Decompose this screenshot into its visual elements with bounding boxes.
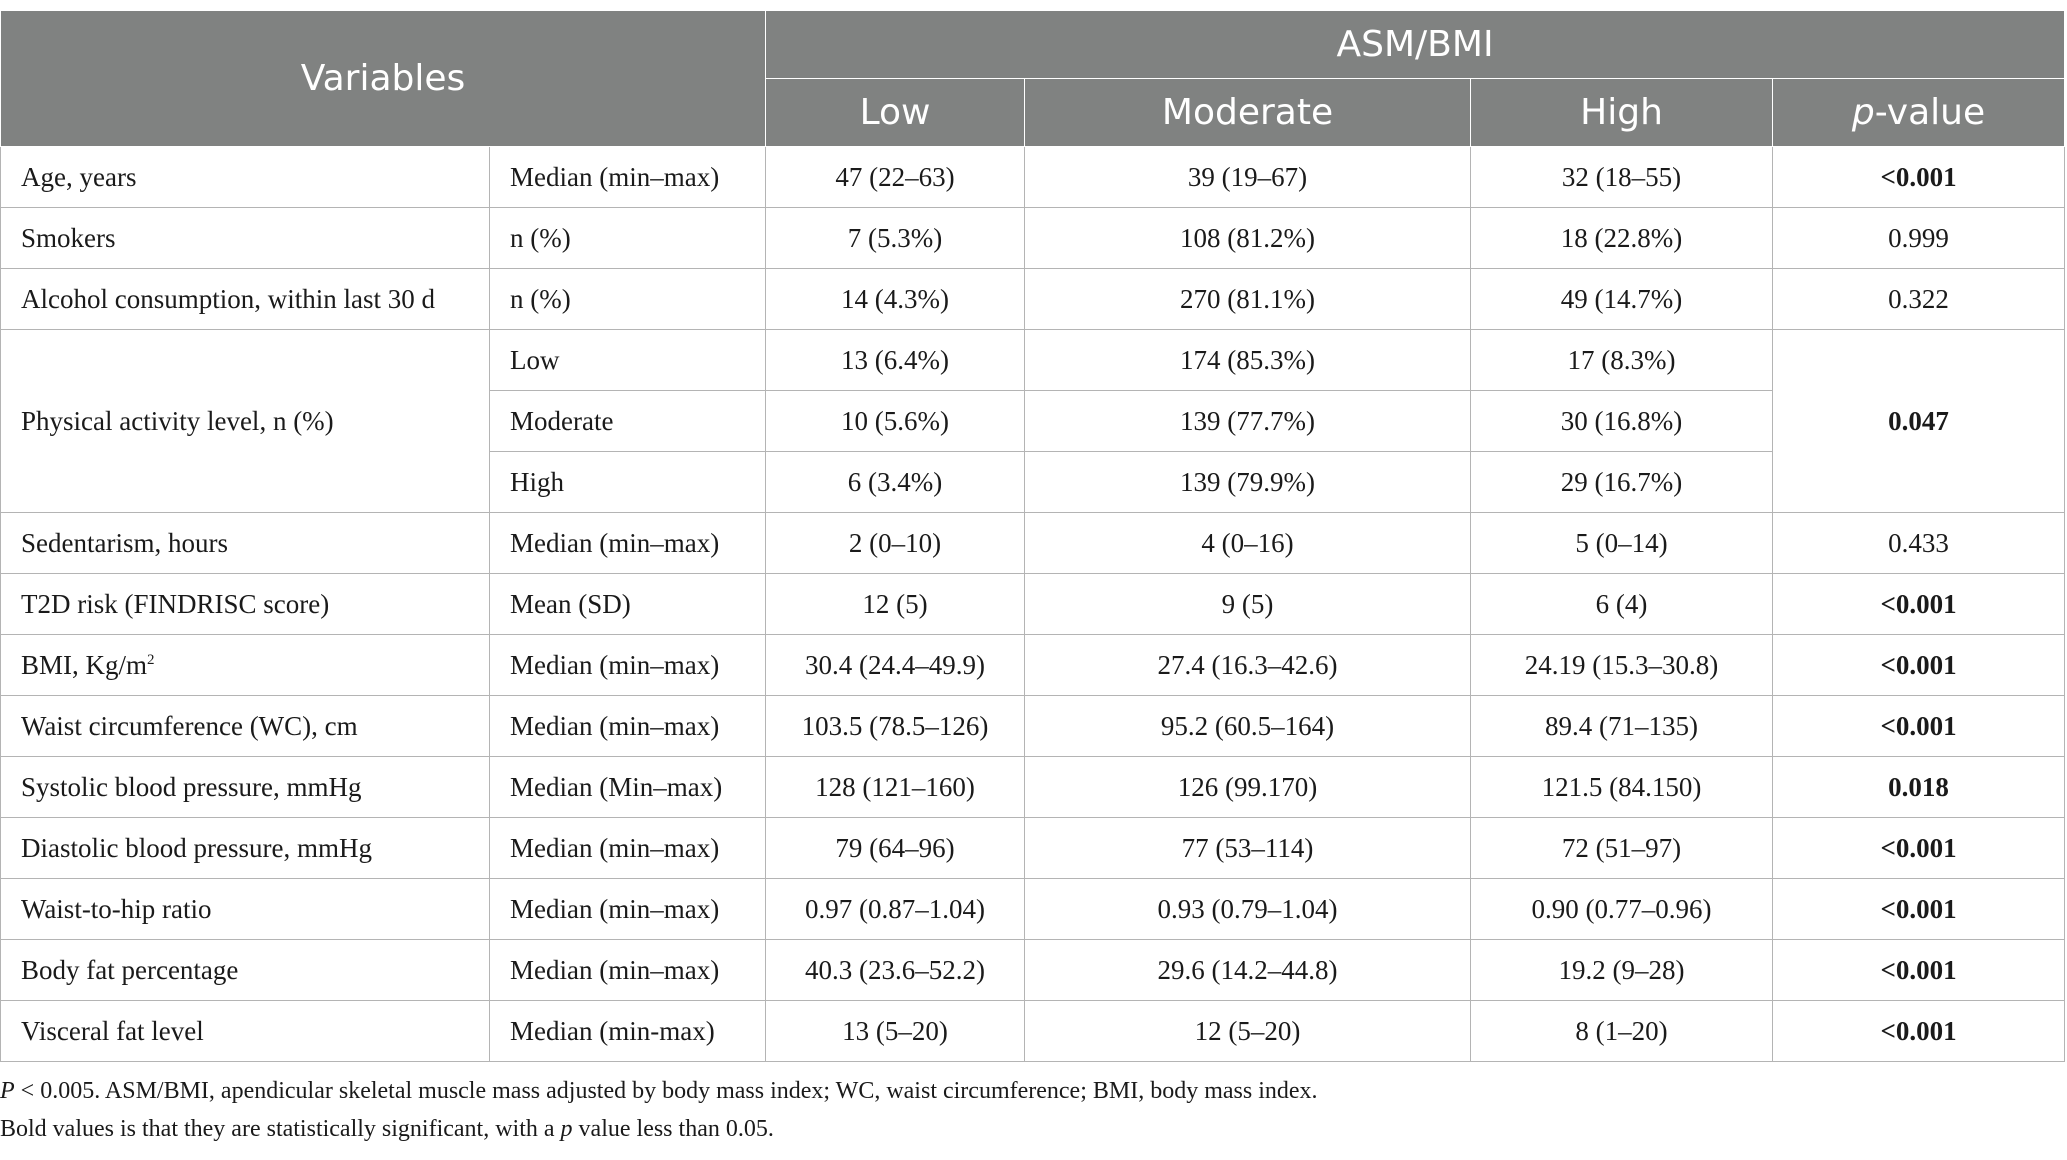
cell-low: 13 (5–20) <box>766 1001 1025 1062</box>
cell-p-value: 0.018 <box>1773 757 2065 818</box>
cell-high: 18 (22.8%) <box>1471 208 1773 269</box>
cell-high: 17 (8.3%) <box>1471 330 1773 391</box>
footnote-bold-after: value less than 0.05. <box>572 1116 774 1142</box>
footnote-bold-values <box>0 1110 2060 1148</box>
cell-high: 29 (16.7%) <box>1471 452 1773 513</box>
cell-low: 79 (64–96) <box>766 818 1025 879</box>
cell-p-value: 0.322 <box>1773 269 2065 330</box>
cell-variable: Waist-to-hip ratio <box>1 879 490 940</box>
cell-high: 24.19 (15.3–30.8) <box>1471 635 1773 696</box>
cell-stat: High <box>490 452 766 513</box>
cell-moderate: 0.93 (0.79–1.04) <box>1025 879 1471 940</box>
cell-variable: Alcohol consumption, within last 30 d <box>1 269 490 330</box>
cell-low: 10 (5.6%) <box>766 391 1025 452</box>
cell-stat: Moderate <box>490 391 766 452</box>
cell-stat: n (%) <box>490 269 766 330</box>
table-row <box>1 330 2065 391</box>
cell-moderate: 39 (19–67) <box>1025 147 1471 208</box>
cell-low: 12 (5) <box>766 574 1025 635</box>
table-body <box>1 147 2065 1062</box>
table-header <box>1 11 2065 147</box>
cell-moderate: 139 (77.7%) <box>1025 391 1471 452</box>
cell-stat: Median (min-max) <box>490 1001 766 1062</box>
header-asm-bmi: ASM/BMI <box>766 11 2065 79</box>
cell-high: 5 (0–14) <box>1471 513 1773 574</box>
cell-variable: Physical activity level, n (%) <box>1 330 490 513</box>
table-row <box>1 269 2065 330</box>
footnote-abbreviations-text: < 0.005. ASM/BMI, apendicular skeletal muscle mass adjusted by body mass index; WC, waist circumference; BMI, body mass index. <box>14 1078 1318 1104</box>
table-row <box>1 1001 2065 1062</box>
header-low: Low <box>766 79 1025 147</box>
bmi-superscript: 2 <box>147 651 155 668</box>
cell-low: 14 (4.3%) <box>766 269 1025 330</box>
cell-p-value: <0.001 <box>1773 574 2065 635</box>
cell-high: 89.4 (71–135) <box>1471 696 1773 757</box>
cell-moderate: 4 (0–16) <box>1025 513 1471 574</box>
cell-high: 32 (18–55) <box>1471 147 1773 208</box>
cell-high: 6 (4) <box>1471 574 1773 635</box>
header-p-suffix: -value <box>1874 92 1986 133</box>
cell-variable: Sedentarism, hours <box>1 513 490 574</box>
cell-p-value: 0.999 <box>1773 208 2065 269</box>
header-p-letter: p <box>1851 92 1875 133</box>
cell-variable: Visceral fat level <box>1 1001 490 1062</box>
cell-low: 103.5 (78.5–126) <box>766 696 1025 757</box>
cell-moderate: 174 (85.3%) <box>1025 330 1471 391</box>
cell-variable: Waist circumference (WC), cm <box>1 696 490 757</box>
cell-p-value: <0.001 <box>1773 940 2065 1001</box>
cell-high: 72 (51–97) <box>1471 818 1773 879</box>
cell-moderate: 12 (5–20) <box>1025 1001 1471 1062</box>
cell-stat: Median (min–max) <box>490 818 766 879</box>
cell-low: 0.97 (0.87–1.04) <box>766 879 1025 940</box>
cell-low: 30.4 (24.4–49.9) <box>766 635 1025 696</box>
header-moderate: Moderate <box>1025 79 1471 147</box>
cell-low: 6 (3.4%) <box>766 452 1025 513</box>
header-high: High <box>1471 79 1773 147</box>
table-row <box>1 757 2065 818</box>
cell-low: 13 (6.4%) <box>766 330 1025 391</box>
cell-moderate: 108 (81.2%) <box>1025 208 1471 269</box>
cell-p-value: 0.047 <box>1773 330 2065 513</box>
table-row <box>1 818 2065 879</box>
cell-p-value: 0.433 <box>1773 513 2065 574</box>
cell-low: 47 (22–63) <box>766 147 1025 208</box>
cell-p-value: <0.001 <box>1773 1001 2065 1062</box>
cell-moderate: 9 (5) <box>1025 574 1471 635</box>
cell-stat: Median (min–max) <box>490 879 766 940</box>
cell-stat: Median (min–max) <box>490 147 766 208</box>
cell-variable: Smokers <box>1 208 490 269</box>
cell-low: 2 (0–10) <box>766 513 1025 574</box>
cell-p-value: <0.001 <box>1773 879 2065 940</box>
table-container <box>0 10 2064 1062</box>
cell-stat: Median (min–max) <box>490 696 766 757</box>
table-row <box>1 513 2065 574</box>
footnote-p-italic: p <box>560 1116 573 1142</box>
cell-high: 19.2 (9–28) <box>1471 940 1773 1001</box>
cell-high: 0.90 (0.77–0.96) <box>1471 879 1773 940</box>
cell-stat: Median (min–max) <box>490 635 766 696</box>
cell-p-value: <0.001 <box>1773 696 2065 757</box>
cell-low: 7 (5.3%) <box>766 208 1025 269</box>
cell-variable: Age, years <box>1 147 490 208</box>
header-p-value <box>1773 79 2065 147</box>
footnote-bold-before: Bold values is that they are statistically significant, with a <box>0 1116 561 1142</box>
table-row <box>1 940 2065 1001</box>
footnote-abbreviations <box>0 1072 2060 1110</box>
table-row <box>1 208 2065 269</box>
table-footnotes <box>0 1072 2060 1148</box>
cell-stat: Low <box>490 330 766 391</box>
cell-low: 128 (121–160) <box>766 757 1025 818</box>
cell-high: 121.5 (84.150) <box>1471 757 1773 818</box>
cell-variable: Systolic blood pressure, mmHg <box>1 757 490 818</box>
footnote-p-letter: P <box>0 1078 15 1104</box>
cell-moderate: 77 (53–114) <box>1025 818 1471 879</box>
table-row <box>1 635 2065 696</box>
cell-moderate: 95.2 (60.5–164) <box>1025 696 1471 757</box>
table-row <box>1 696 2065 757</box>
cell-stat: Median (Min–max) <box>490 757 766 818</box>
table-row <box>1 147 2065 208</box>
cell-stat: n (%) <box>490 208 766 269</box>
cell-variable: Body fat percentage <box>1 940 490 1001</box>
cell-variable: Diastolic blood pressure, mmHg <box>1 818 490 879</box>
bmi-label: BMI, Kg/m <box>21 649 148 680</box>
cell-moderate: 27.4 (16.3–42.6) <box>1025 635 1471 696</box>
cell-p-value: <0.001 <box>1773 635 2065 696</box>
cell-p-value: <0.001 <box>1773 147 2065 208</box>
cell-stat: Median (min–max) <box>490 513 766 574</box>
cell-variable <box>1 635 490 696</box>
cell-high: 49 (14.7%) <box>1471 269 1773 330</box>
cell-moderate: 270 (81.1%) <box>1025 269 1471 330</box>
cell-variable: T2D risk (FINDRISC score) <box>1 574 490 635</box>
cell-high: 30 (16.8%) <box>1471 391 1773 452</box>
cell-stat: Median (min–max) <box>490 940 766 1001</box>
header-variables: Variables <box>1 11 766 147</box>
cell-moderate: 29.6 (14.2–44.8) <box>1025 940 1471 1001</box>
cell-high: 8 (1–20) <box>1471 1001 1773 1062</box>
results-table <box>0 10 2065 1062</box>
table-row <box>1 574 2065 635</box>
table-row <box>1 879 2065 940</box>
cell-stat: Mean (SD) <box>490 574 766 635</box>
cell-moderate: 139 (79.9%) <box>1025 452 1471 513</box>
cell-p-value: <0.001 <box>1773 818 2065 879</box>
cell-low: 40.3 (23.6–52.2) <box>766 940 1025 1001</box>
cell-moderate: 126 (99.170) <box>1025 757 1471 818</box>
